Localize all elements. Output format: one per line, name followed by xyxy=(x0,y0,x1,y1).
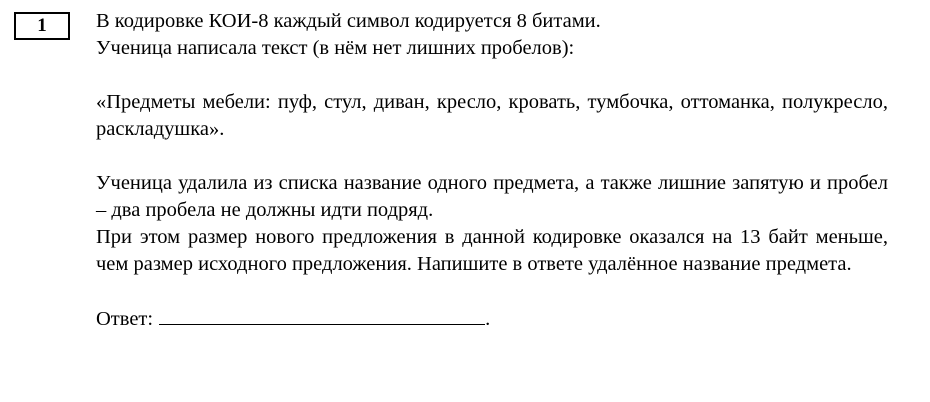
task-number-box xyxy=(14,12,70,40)
spacer xyxy=(96,143,888,170)
answer-blank-field[interactable] xyxy=(159,305,485,325)
answer-label: Ответ: xyxy=(96,308,154,330)
paragraph-removal: Ученица удалила из списка название одного предмета, а также лишние запятую и пробел – два пробела не должны идти подряд. xyxy=(96,172,888,221)
quote-text: «Предметы мебели: пуф, стул, диван, кресло, кровать, тумбочка, оттоманка, полукресло, раскладушка». xyxy=(96,91,888,140)
intro-line-1: В кодировке КОИ-8 каждый символ кодируется 8 битами. xyxy=(96,10,601,32)
task-number: 1 xyxy=(37,15,47,36)
task-content xyxy=(96,8,888,333)
spacer xyxy=(96,62,888,89)
answer-row xyxy=(96,305,888,333)
intro-line-2: Ученица написала текст (в нём нет лишних пробелов): xyxy=(96,37,575,59)
answer-period: . xyxy=(485,308,491,330)
spacer xyxy=(96,278,888,305)
paragraph-condition: При этом размер нового предложения в данной кодировке оказался на 13 байт меньше, чем размер исходного предложения. Напишите в ответе удалённое название предмета. xyxy=(96,226,888,275)
